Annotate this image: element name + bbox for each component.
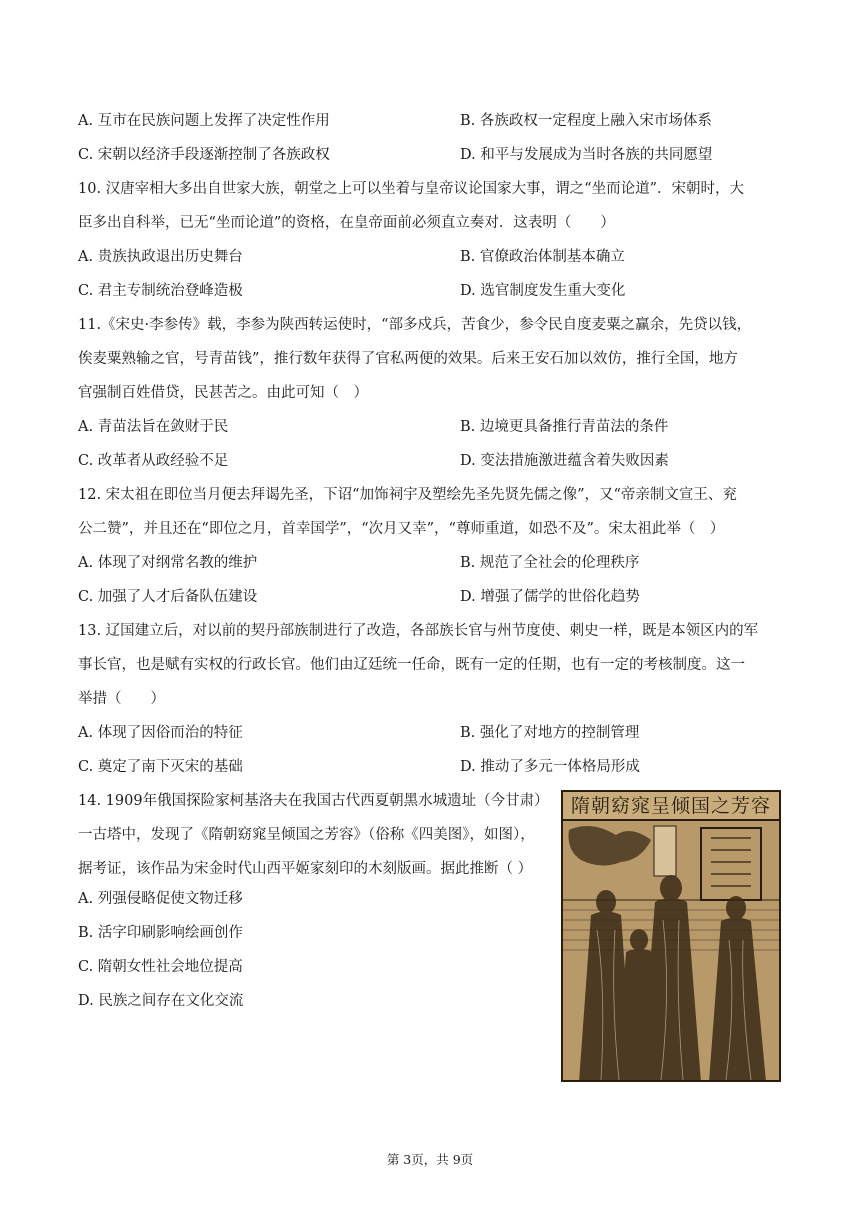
woodcut-title: 隋朝窈窕呈倾国之芳容 — [570, 795, 772, 817]
q12-stem-line-1: 12. 宋太祖在即位当月便去拜谒先圣，下诏“加饰祠宇及塑绘先圣先贤先儒之像”，又“帝亲制文宣王、兖 — [78, 487, 737, 503]
q13-option-c: C. 奠定了南下灭宋的基础 — [78, 759, 243, 775]
q12-option-row-2 — [78, 587, 640, 607]
q12-option-b: B. 规范了全社会的伦理秩序 — [460, 555, 640, 571]
q13-option-b: B. 强化了对地方的控制管理 — [460, 725, 640, 741]
q9-option-row-1 — [78, 111, 712, 131]
q13-stem-line-2: 事长官，也是赋有实权的行政长官。他们由辽廷统一任命，既有一定的任期，也有一定的考核制度。这一 — [78, 657, 745, 673]
q9-option-row-2 — [78, 145, 713, 165]
q9-option-a: A. 互市在民族问题上发挥了决定性作用 — [78, 113, 330, 129]
q10-option-b: B. 官僚政治体制基本确立 — [460, 249, 625, 265]
q10-stem-line-2: 臣多出自科举，已无“坐而论道”的资格，在皇帝面前必须直立奏对．这表明（ ） — [78, 215, 615, 231]
q11-stem-line-3: 官强制百姓借贷，民甚苦之。由此可知（ ） — [78, 385, 368, 401]
q11-option-row-2 — [78, 451, 669, 471]
q14-stem-line-1: 14. 1909年俄国探险家柯基洛夫在我国古代西夏朝黑水城遗址（今甘肃） — [78, 793, 549, 809]
q13-option-row-1 — [78, 723, 640, 743]
q10-option-c: C. 君主专制统治登峰造极 — [78, 283, 243, 299]
q11-option-a: A. 青苗法旨在敛财于民 — [78, 419, 229, 435]
q13-stem-line-3: 举措（ ） — [78, 691, 165, 707]
q11-option-d: D. 变法措施激进蕴含着失败因素 — [460, 453, 669, 469]
q14-option-c: C. 隋朝女性社会地位提高 — [78, 959, 243, 975]
q11-option-c: C. 改革者从政经验不足 — [78, 453, 229, 469]
q14-option-a: A. 列强侵略促使文物迁移 — [78, 891, 243, 907]
q10-option-row-2 — [78, 281, 626, 301]
q10-option-row-1 — [78, 247, 625, 267]
q9-option-c: C. 宋朝以经济手段逐渐控制了各族政权 — [78, 147, 330, 163]
q12-option-row-1 — [78, 553, 640, 573]
q14-stem-line-2: 一古塔中，发现了《隋朝窈窕呈倾国之芳容》（俗称《四美图》，如图）， — [78, 827, 535, 843]
q11-option-b: B. 边境更具备推行青苗法的条件 — [460, 419, 669, 435]
q13-option-a: A. 体现了因俗而治的特征 — [78, 725, 243, 741]
q10-option-a: A. 贵族执政退出历史舞台 — [78, 249, 243, 265]
q11-stem-line-2: 俟麦粟熟输之官，号青苗钱”，推行数年获得了官私两便的效果。后来王安石加以效仿，推行全国，地方 — [78, 351, 738, 367]
q13-option-row-2 — [78, 757, 640, 777]
q11-option-row-1 — [78, 417, 669, 437]
page-footer: 第 3页，共 9页 — [386, 1152, 474, 1167]
q14-stem-line-3: 据考证，该作品为宋金时代山西平姬家刻印的木刻版画。据此推断（ ） — [78, 861, 533, 877]
q13-stem-line-1: 13. 辽国建立后，对以前的契丹部族制进行了改造，各部族长官与州节度使、刺史一样，既是本领区内的军 — [78, 623, 759, 639]
q9-option-b: B. 各族政权一定程度上融入宋市场体系 — [460, 113, 712, 129]
q13-option-d: D. 推动了多元一体格局形成 — [460, 759, 640, 775]
q9-option-d: D. 和平与发展成为当时各族的共同愿望 — [460, 147, 713, 163]
q14-option-d: D. 民族之间存在文化交流 — [78, 993, 244, 1009]
q12-option-c: C. 加强了人才后备队伍建设 — [78, 589, 258, 605]
woodcut-print-image — [561, 790, 781, 1082]
q10-option-d: D. 选官制度发生重大变化 — [460, 283, 626, 299]
woodcut-illustration — [561, 790, 781, 1082]
q12-option-a: A. 体现了对纲常名教的维护 — [78, 555, 258, 571]
q11-stem-line-1: 11.《宋史·李参传》载，李参为陕西转运使时，“部多戍兵，苦食少，参令民自度麦粟之赢余，先贷以钱， — [78, 317, 752, 333]
q12-stem-line-2: 公二赞”，并且还在“即位之月，首幸国学”，“次月又幸”，“尊师重道，如恐不及”。宋太祖此举（ ） — [78, 521, 725, 537]
q12-option-d: D. 增强了儒学的世俗化趋势 — [460, 589, 640, 605]
q10-stem-line-1: 10. 汉唐宰相大多出自世家大族，朝堂之上可以坐着与皇帝议论国家大事，谓之“坐而论道”．宋朝时，大 — [78, 181, 744, 197]
q14-option-b: B. 活字印刷影响绘画创作 — [78, 925, 243, 941]
